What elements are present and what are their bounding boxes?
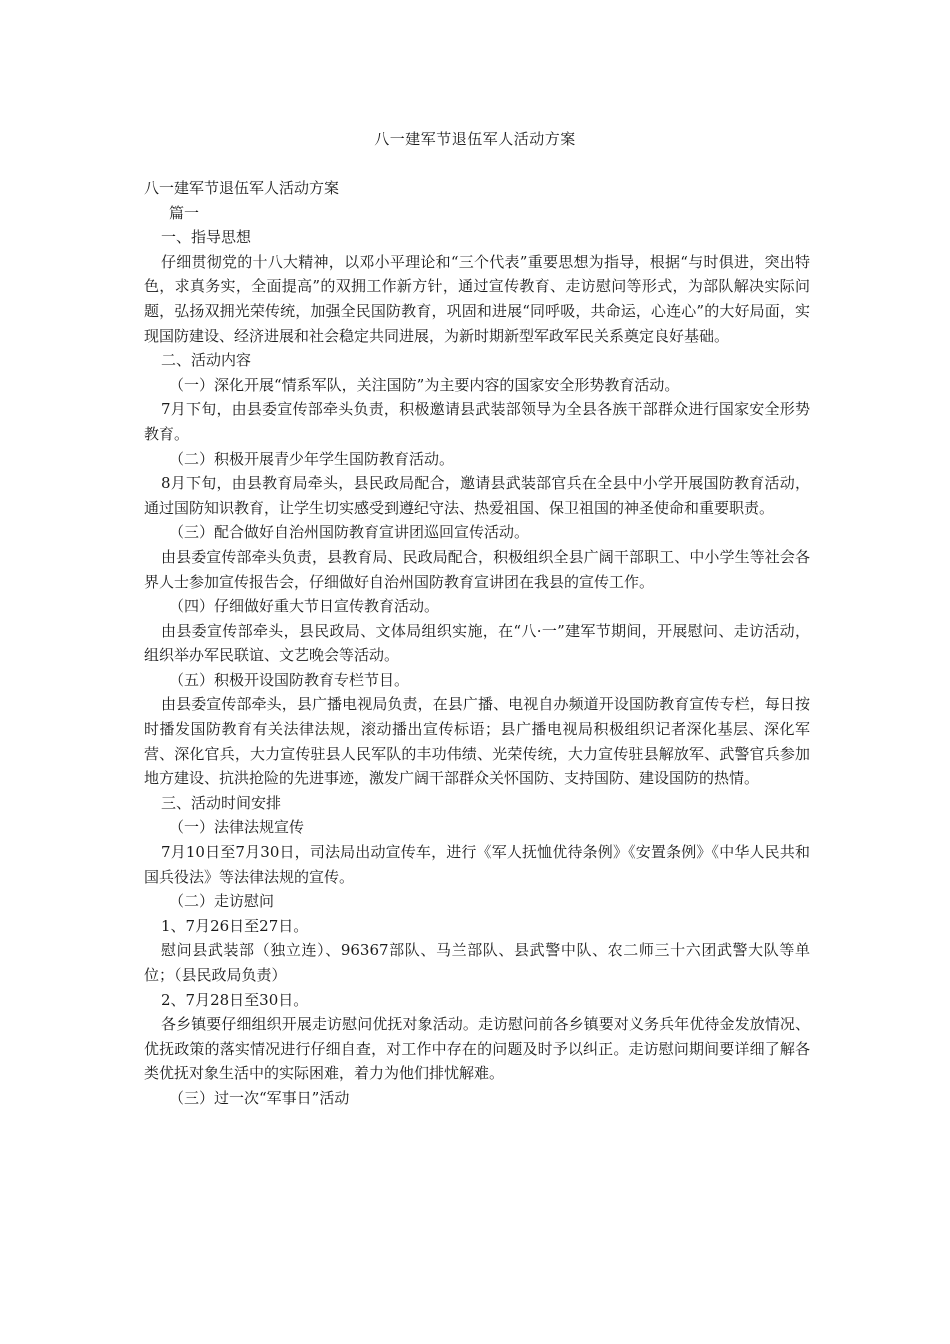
paragraph: （五）积极开设国防教育专栏节目。 [169, 670, 410, 689]
paragraph: 2、7月28日至30日。 [161, 990, 309, 1009]
paragraph: （一）法律法规宣传 [169, 818, 305, 837]
paragraph: 慰问县武装部（独立连）、96367部队、马兰部队、县武警中队、农二师三十六团武警大队等单位；（县民政局负责） [144, 941, 810, 984]
paragraph: 二、活动内容 [161, 351, 252, 370]
paragraph: 一、指导思想 [161, 228, 252, 247]
document-body [144, 176, 810, 1111]
paragraph: 由县委宣传部牵头，县民政局、文体局组织实施，在“八·一”建军节期间，开展慰问、走访活动，组织举办军民联谊、文艺晚会等活动。 [144, 621, 810, 665]
paragraph: （三）配合做好自治州国防教育宣讲团巡回宣传活动。 [169, 523, 530, 542]
paragraph: 各乡镇要仔细组织开展走访慰问优抚对象活动。走访慰问前各乡镇要对义务兵年优待金发放情况、优抚政策的落实情况进行仔细自查，对工作中存在的问题及时予以纠正。走访慰问期间要详细了解各类优抚对象生活中的实际困难，着力为他们排忧解难。 [144, 1015, 810, 1083]
document-title: 八一建军节退伍军人活动方案 [374, 130, 576, 148]
paragraph: 三、活动时间安排 [161, 793, 282, 812]
paragraph: 8月下旬，由县教育局牵头，县民政局配合，邀请县武装部官兵在全县中小学开展国防教育活动，通过国防知识教育，让学生切实感受到遵纪守法、热爱祖国、保卫祖国的神圣使命和重要职责。 [144, 474, 810, 517]
paragraph: 1、7月26日至27日。 [161, 916, 309, 935]
paragraph: 仔细贯彻党的十八大精神，以邓小平理论和“三个代表”重要思想为指导，根据“与时俱进，突出特色，求真务实，全面提高”的双拥工作新方针，通过宣传教育、走访慰问等形式，为部队解决实际问题，弘扬双拥光荣传统，加强全民国防教育，巩固和进展“同呼吸，共命运，心连心”的大好局面，实现国防建设、经济进展和社会稳定共同进展，为新时期新型军政军民关系奠定良好基础。 [144, 252, 810, 345]
paragraph: （二）积极开展青少年学生国防教育活动。 [169, 449, 455, 468]
paragraph: （三）过一次“军事日”活动 [169, 1088, 350, 1107]
paragraph: 由县委宣传部牵头负责，县教育局、民政局配合，积极组织全县广阔干部职工、中小学生等社会各界人士参加宣传报告会，仔细做好自治州国防教育宣讲团在我县的宣传工作。 [144, 547, 810, 591]
paragraph: （四）仔细做好重大节日宣传教育活动。 [169, 597, 440, 616]
paragraph: 篇一 [169, 203, 200, 222]
paragraph: 7月10日至7月30日，司法局出动宣传车，进行《军人抚恤优待条例》《安置条例》《中华人民共和国兵役法》等法律法规的宣传。 [144, 843, 810, 886]
paragraph: 八一建军节退伍军人活动方案 [144, 179, 340, 197]
paragraph: （一）深化开展“情系军队，关注国防”为主要内容的国家安全形势教育活动。 [169, 375, 680, 394]
paragraph: （二）走访慰问 [169, 892, 275, 911]
paragraph: 7月下旬，由县委宣传部牵头负责，积极邀请县武装部领导为全县各族干部群众进行国家安全形势教育。 [144, 400, 810, 443]
paragraph: 由县委宣传部牵头，县广播电视局负责，在县广播、电视自办频道开设国防教育宣传专栏，每日按时播发国防教育有关法律法规，滚动播出宣传标语；县广播电视局积极组织记者深化基层、深化军营、深化官兵，大力宣传驻县人民军队的丰功伟绩、光荣传统，大力宣传驻县解放军、武警官兵参加地方建设、抗洪抢险的先进事迹，激发广阔干部群众关怀国防、支持国防、建设国防的热情。 [144, 695, 810, 788]
